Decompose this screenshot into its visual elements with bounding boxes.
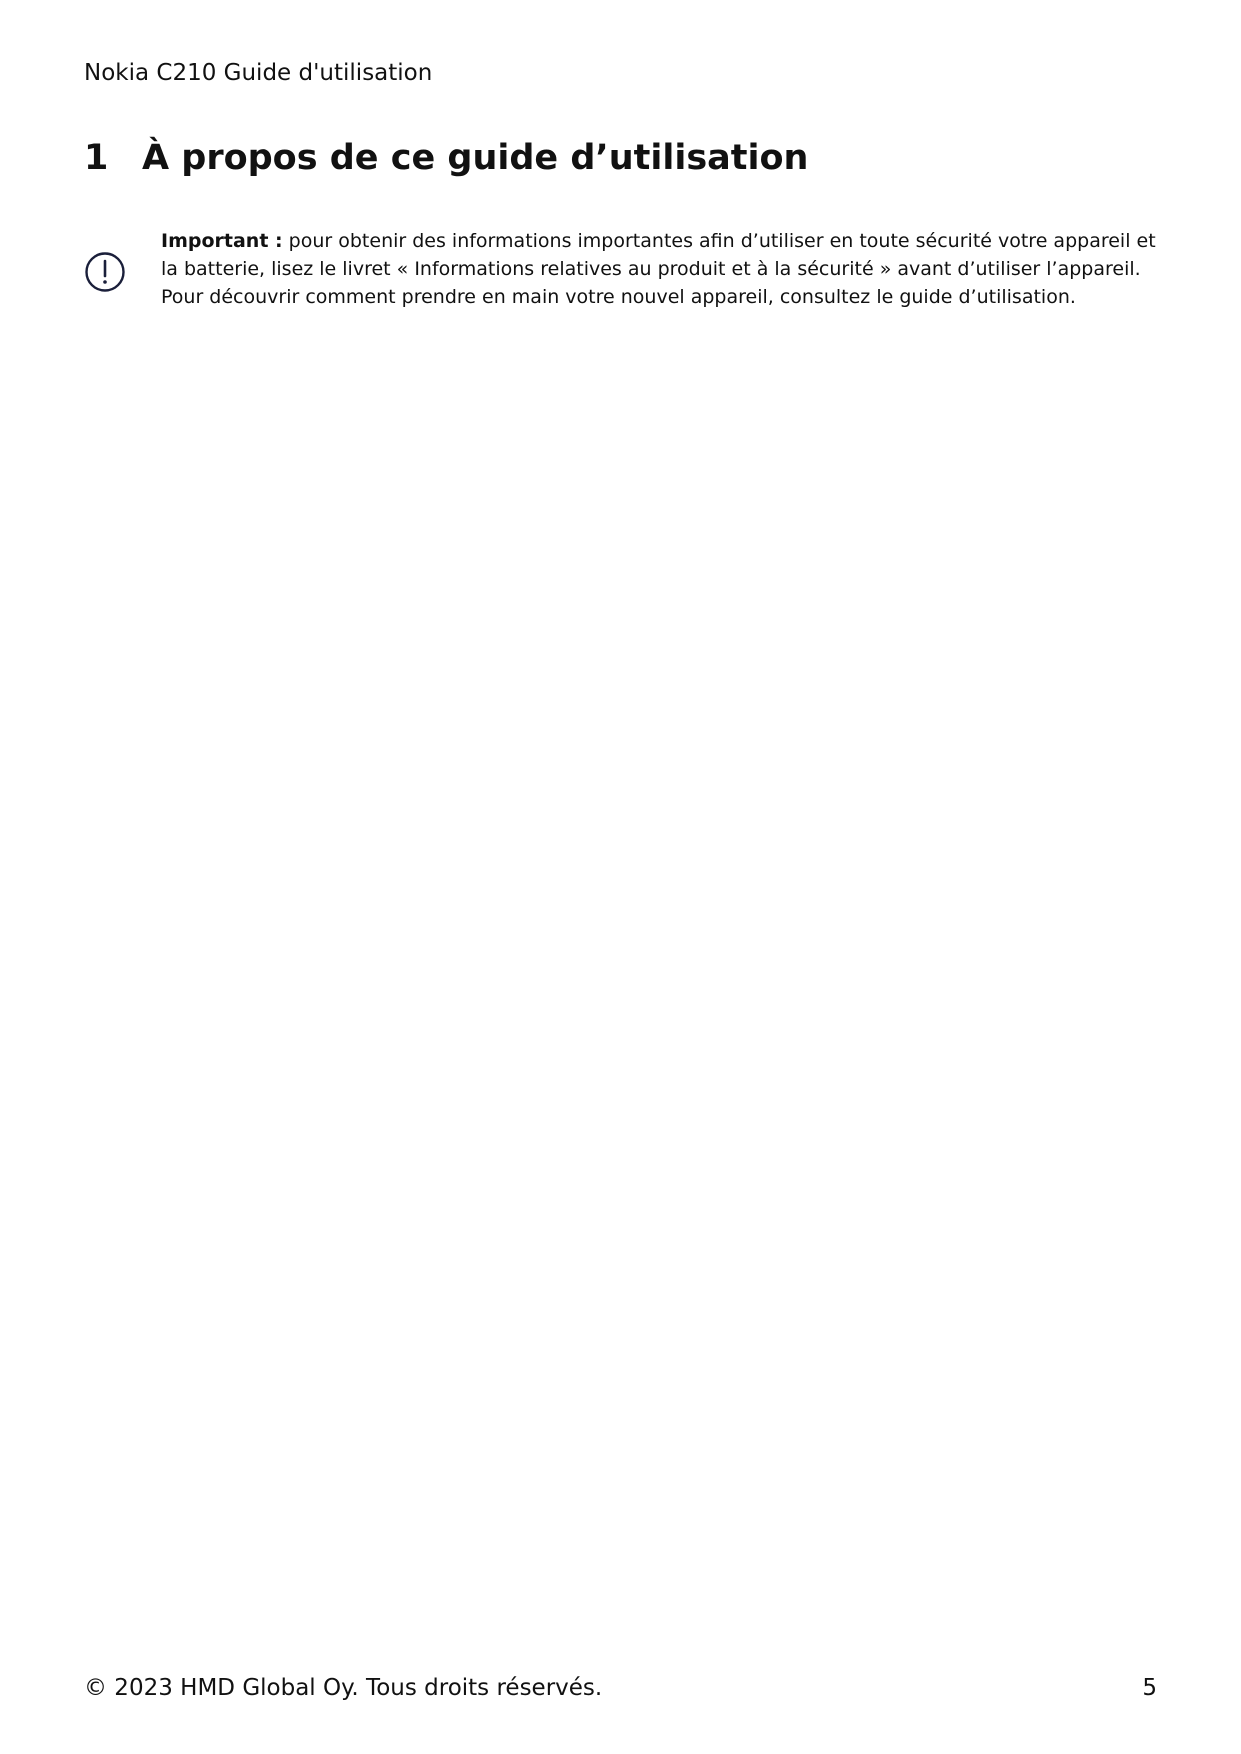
exclamation-circle-icon [84, 251, 126, 293]
chapter-number: 1 [84, 138, 109, 178]
page-number: 5 [1142, 1675, 1157, 1701]
chapter-title: À propos de ce guide d’utilisation [142, 138, 809, 178]
note-lead: Important : [161, 230, 283, 252]
chapter-heading [84, 134, 808, 182]
note-text [161, 227, 1161, 311]
note-body: pour obtenir des informations importantes afin d’utiliser en toute sécurité votre appareil et la batterie, lisez le livret « Informations relatives au produit et à la sécurité » avant d’utiliser l’appareil. Pour découvrir comment prendre en main votre nouvel appareil, consultez le guide d’utilisation. [161, 230, 1156, 308]
footer-copyright: © 2023 HMD Global Oy. Tous droits réservés. [84, 1675, 603, 1701]
running-header: Nokia C210 Guide d'utilisation [84, 60, 433, 86]
